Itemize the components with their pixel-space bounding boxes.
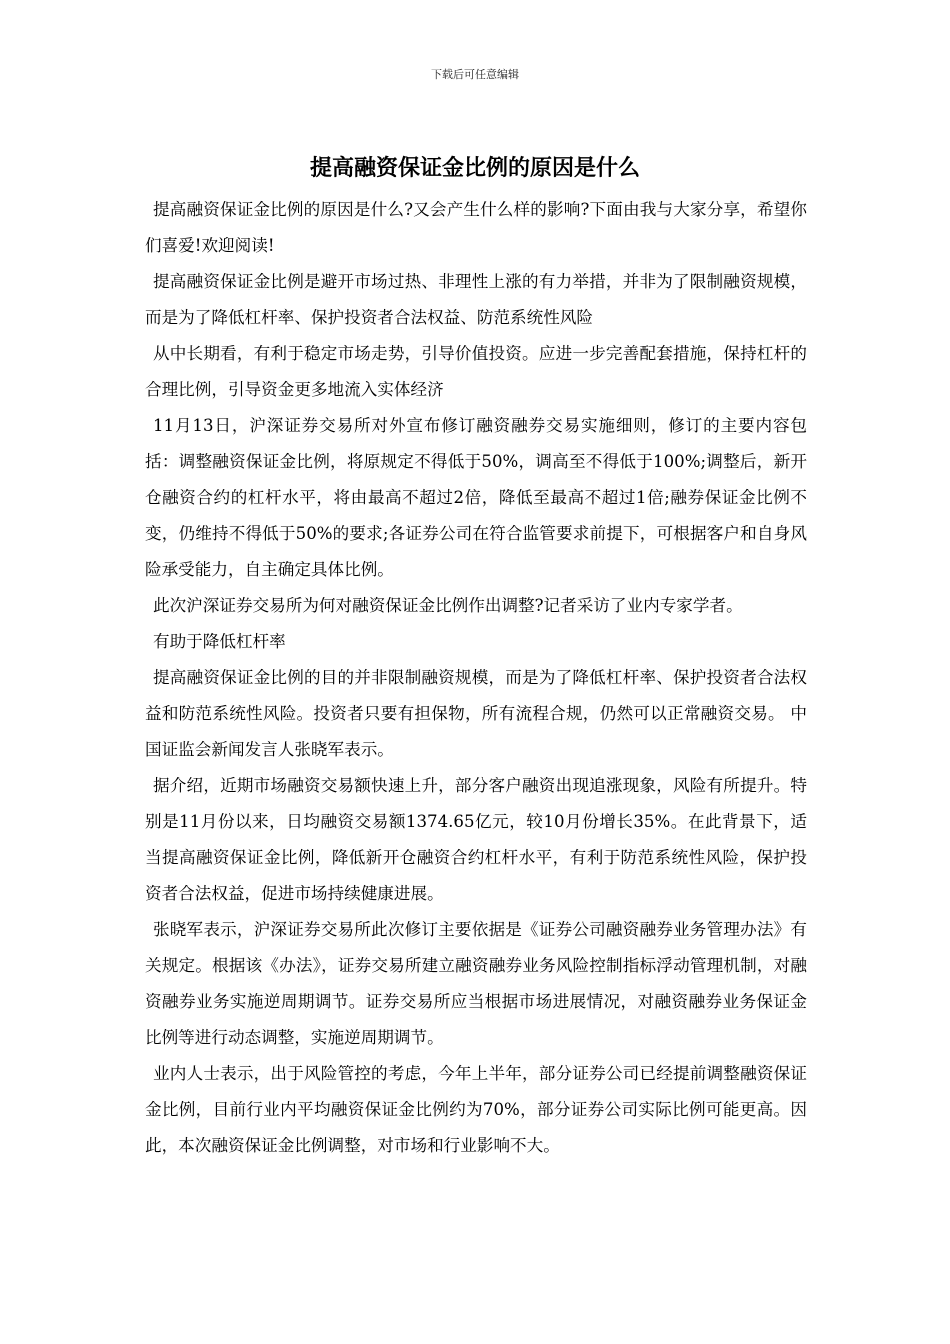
document-body <box>145 192 807 1164</box>
paragraph: 提高融资保证金比例的原因是什么?又会产生什么样的影响?下面由我与大家分享，希望你们喜爱!欢迎阅读! <box>145 200 807 255</box>
paragraph: 据介绍，近期市场融资交易额快速上升，部分客户融资出现追涨现象，风险有所提升。特别是11月份以来，日均融资交易额1374.65亿元，较10月份增长35%。在此背景下，适当提高融资保证金比例，降低新开仓融资合约杠杆水平，有利于防范系统性风险，保护投资者合法权益，促进市场持续健康进展。 <box>145 776 807 903</box>
paragraph: 业内人士表示，出于风险管控的考虑，今年上半年，部分证券公司已经提前调整融资保证金比例，目前行业内平均融资保证金比例约为70%，部分证券公司实际比例可能更高。因此，本次融资保证金比例调整，对市场和行业影响不大。 <box>145 1064 807 1155</box>
header-note: 下载后可任意编辑 <box>431 68 519 81</box>
paragraph: 提高融资保证金比例的目的并非限制融资规模，而是为了降低杠杆率、保护投资者合法权益和防范系统性风险。投资者只要有担保物，所有流程合规，仍然可以正常融资交易。 中国证监会新闻发言人张晓军表示。 <box>145 668 807 759</box>
paragraph: 提高融资保证金比例是避开市场过热、非理性上涨的有力举措，并非为了限制融资规模，而是为了降低杠杆率、保护投资者合法权益、防范系统性风险 <box>145 272 807 327</box>
document-title: 提高融资保证金比例的原因是什么 <box>309 155 640 181</box>
paragraph: 从中长期看，有利于稳定市场走势，引导价值投资。应进一步完善配套措施，保持杠杆的合理比例，引导资金更多地流入实体经济 <box>145 344 807 399</box>
paragraph: 11月13日，沪深证券交易所对外宣布修订融资融券交易实施细则，修订的主要内容包括：调整融资保证金比例，将原规定不得低于50%，调高至不得低于100%;调整后，新开仓融资合约的杠杆水平，将由最高不超过2倍，降低至最高不超过1倍;融券保证金比例不变，仍维持不得低于50%的要求;各证券公司在符合监管要求前提下，可根据客户和自身风险承受能力，自主确定具体比例。 <box>145 416 807 579</box>
paragraph: 张晓军表示，沪深证券交易所此次修订主要依据是《证券公司融资融券业务管理办法》有关规定。根据该《办法》，证券交易所建立融资融券业务风险控制指标浮动管理机制，对融资融券业务实施逆周期调节。证券交易所应当根据市场进展情况，对融资融券业务保证金比例等进行动态调整，实施逆周期调节。 <box>145 920 807 1047</box>
paragraph: 此次沪深证券交易所为何对融资保证金比例作出调整?记者采访了业内专家学者。 <box>153 596 743 615</box>
section-heading: 有助于降低杠杆率 <box>153 632 286 651</box>
